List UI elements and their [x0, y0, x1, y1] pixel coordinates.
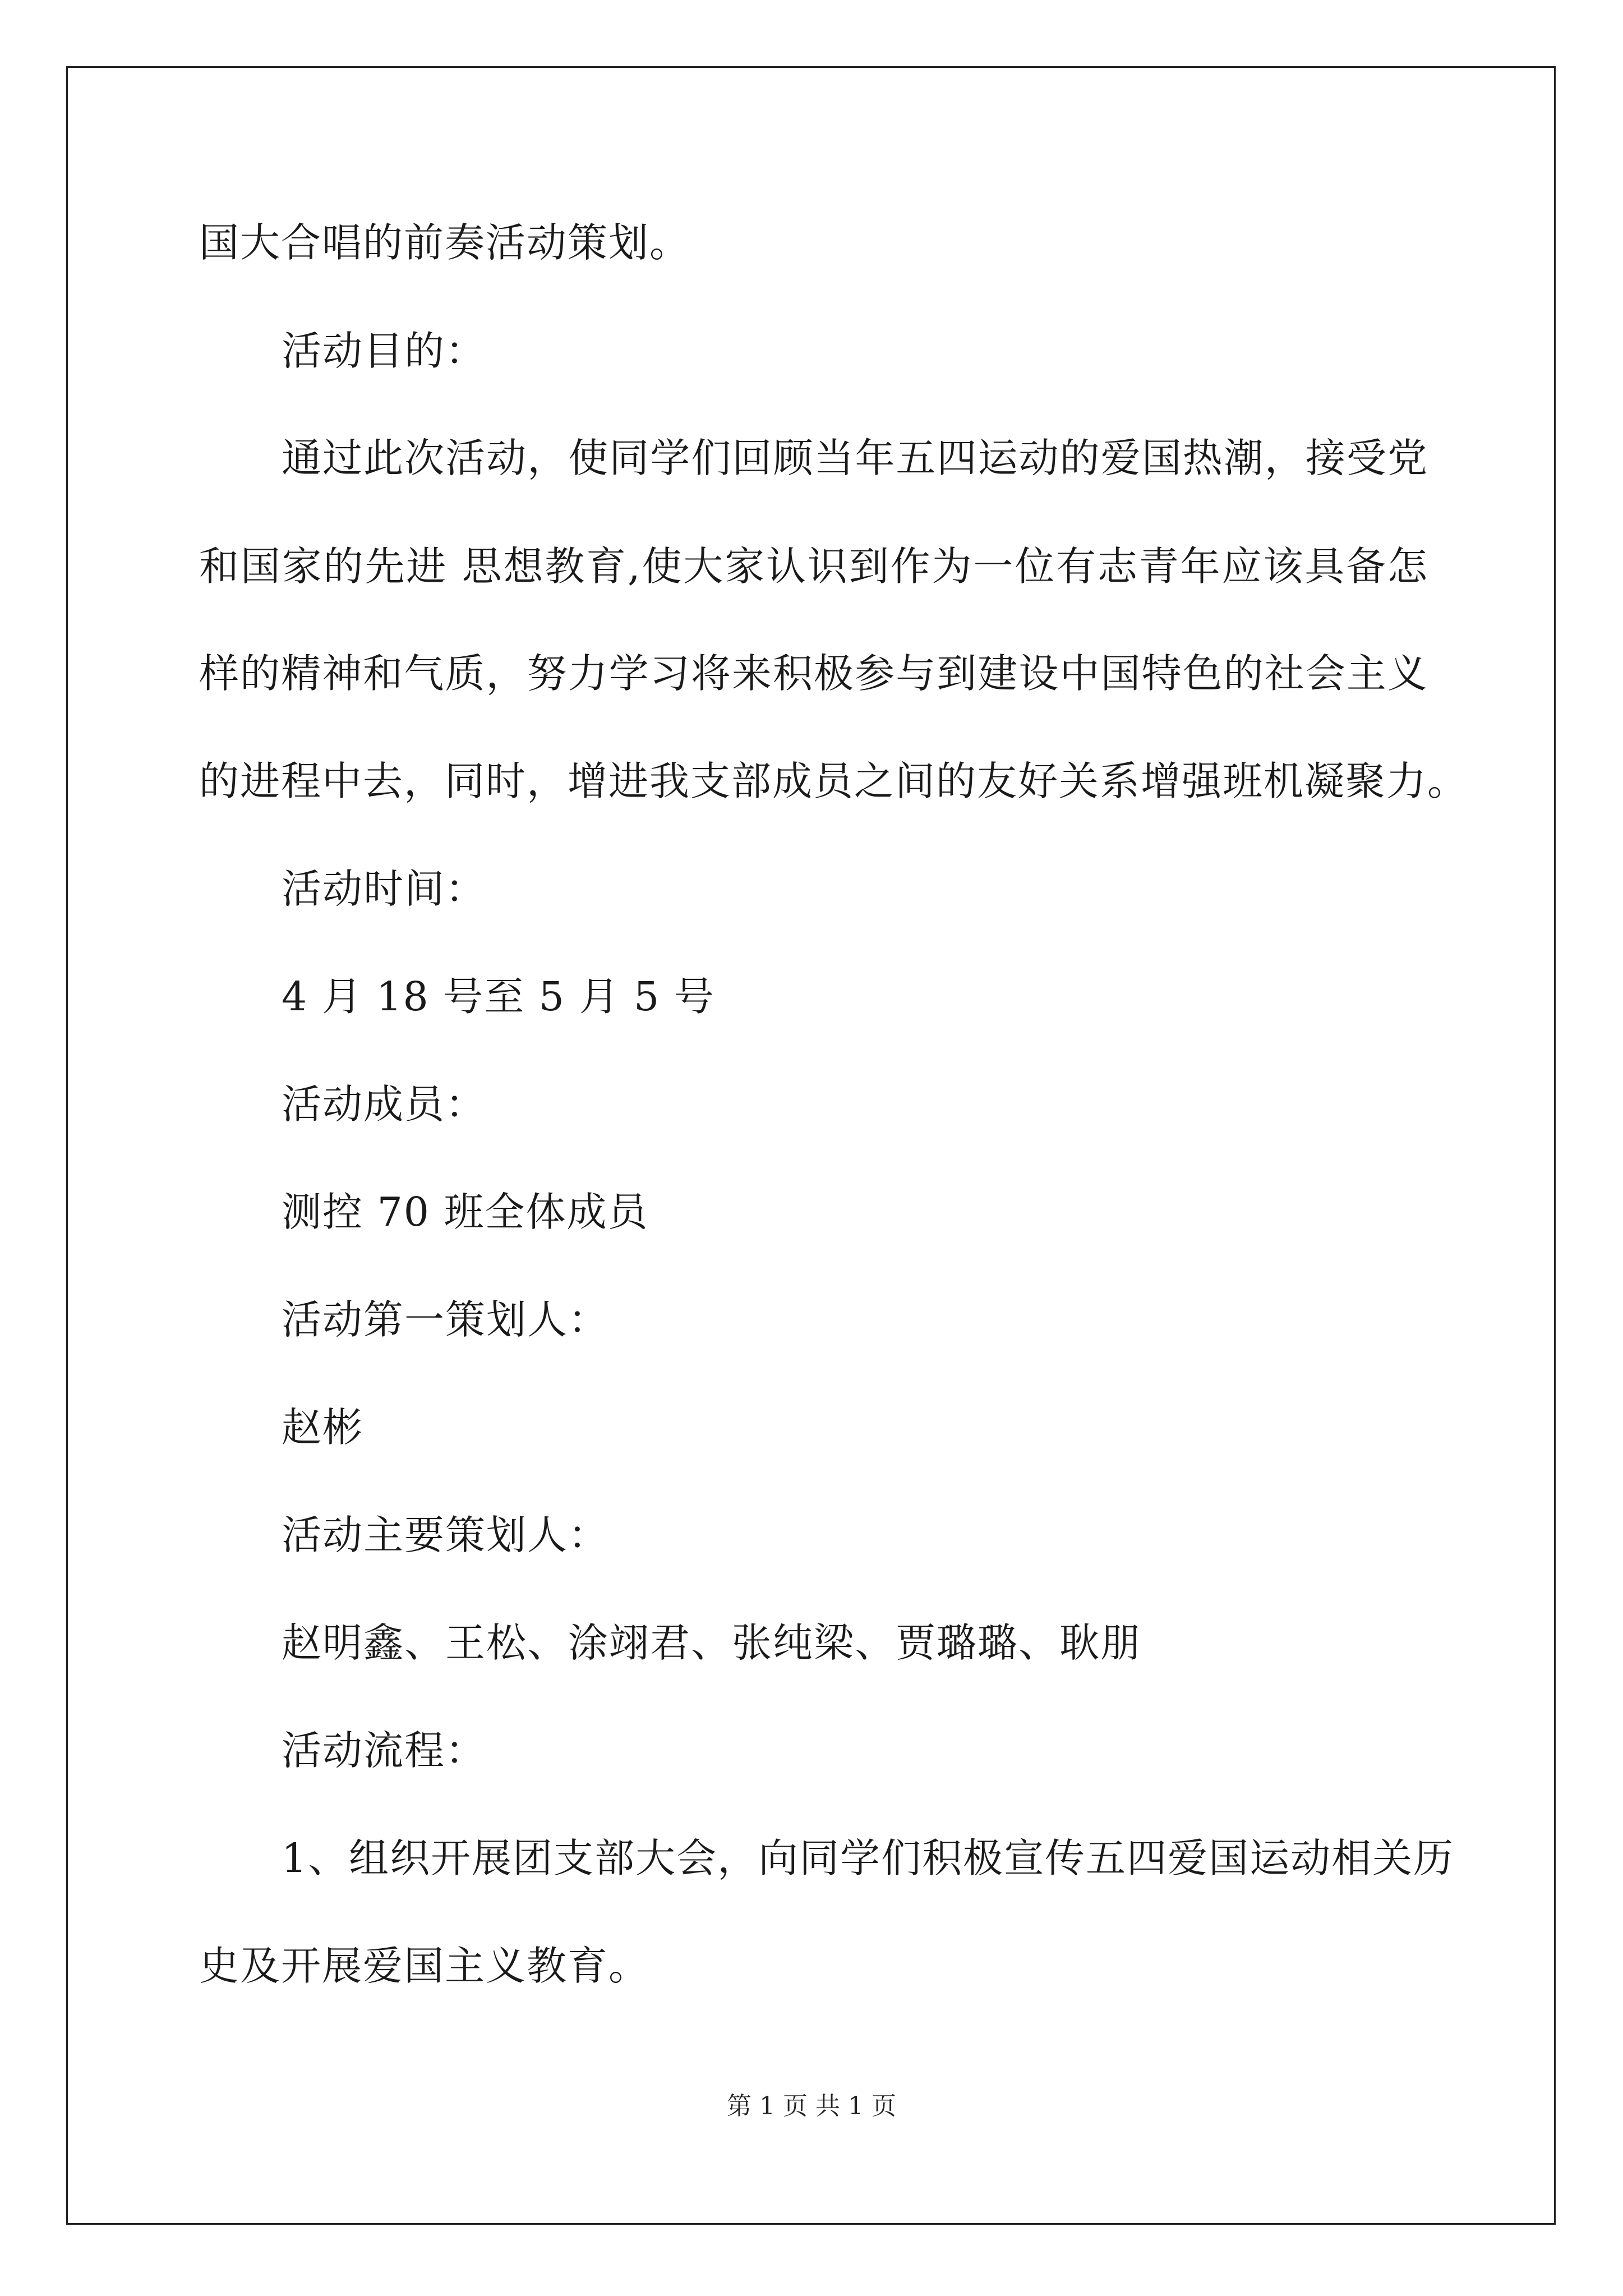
text-line-17: 史及开展爱国主义教育。 — [199, 1943, 650, 1989]
text-first-planner: 赵彬 — [282, 1404, 364, 1451]
text-line-5: 样的精神和气质，努力学习将来积极参与到建设中国特色的社会主义 — [199, 650, 1428, 697]
text-line-1: 国大合唱的前奏活动策划。 — [199, 219, 691, 266]
text-main-planners: 赵明鑫、王松、涂翊君、张纯梁、贾璐璐、耿朋 — [282, 1619, 1142, 1666]
text-line-3: 通过此次活动，使同学们回顾当年五四运动的爱国热潮，接受党 — [282, 435, 1428, 481]
text-members: 测控 70 班全体成员 — [282, 1189, 649, 1235]
page-border — [66, 66, 1556, 2225]
text-line-4: 和国家的先进 思想教育,使大家认识到作为一位有志青年应该具备怎 — [199, 543, 1428, 590]
heading-main-planners: 活动主要策划人： — [282, 1512, 610, 1558]
text-line-16: 1、组织开展团支部大会，向同学们积极宣传五四爱国运动相关历 — [282, 1835, 1455, 1881]
text-line-6: 的进程中去，同时，增进我支部成员之间的友好关系增强班机凝聚力。 — [199, 758, 1469, 804]
heading-members: 活动成员： — [282, 1081, 487, 1128]
text-date-range: 4 月 18 号至 5 月 5 号 — [282, 973, 715, 1020]
heading-process: 活动流程： — [282, 1727, 487, 1774]
heading-first-planner: 活动第一策划人： — [282, 1296, 610, 1343]
page-number-footer: 第 1 页 共 1 页 — [727, 2092, 896, 2120]
heading-purpose: 活动目的： — [282, 328, 487, 374]
heading-time: 活动时间： — [282, 866, 487, 912]
